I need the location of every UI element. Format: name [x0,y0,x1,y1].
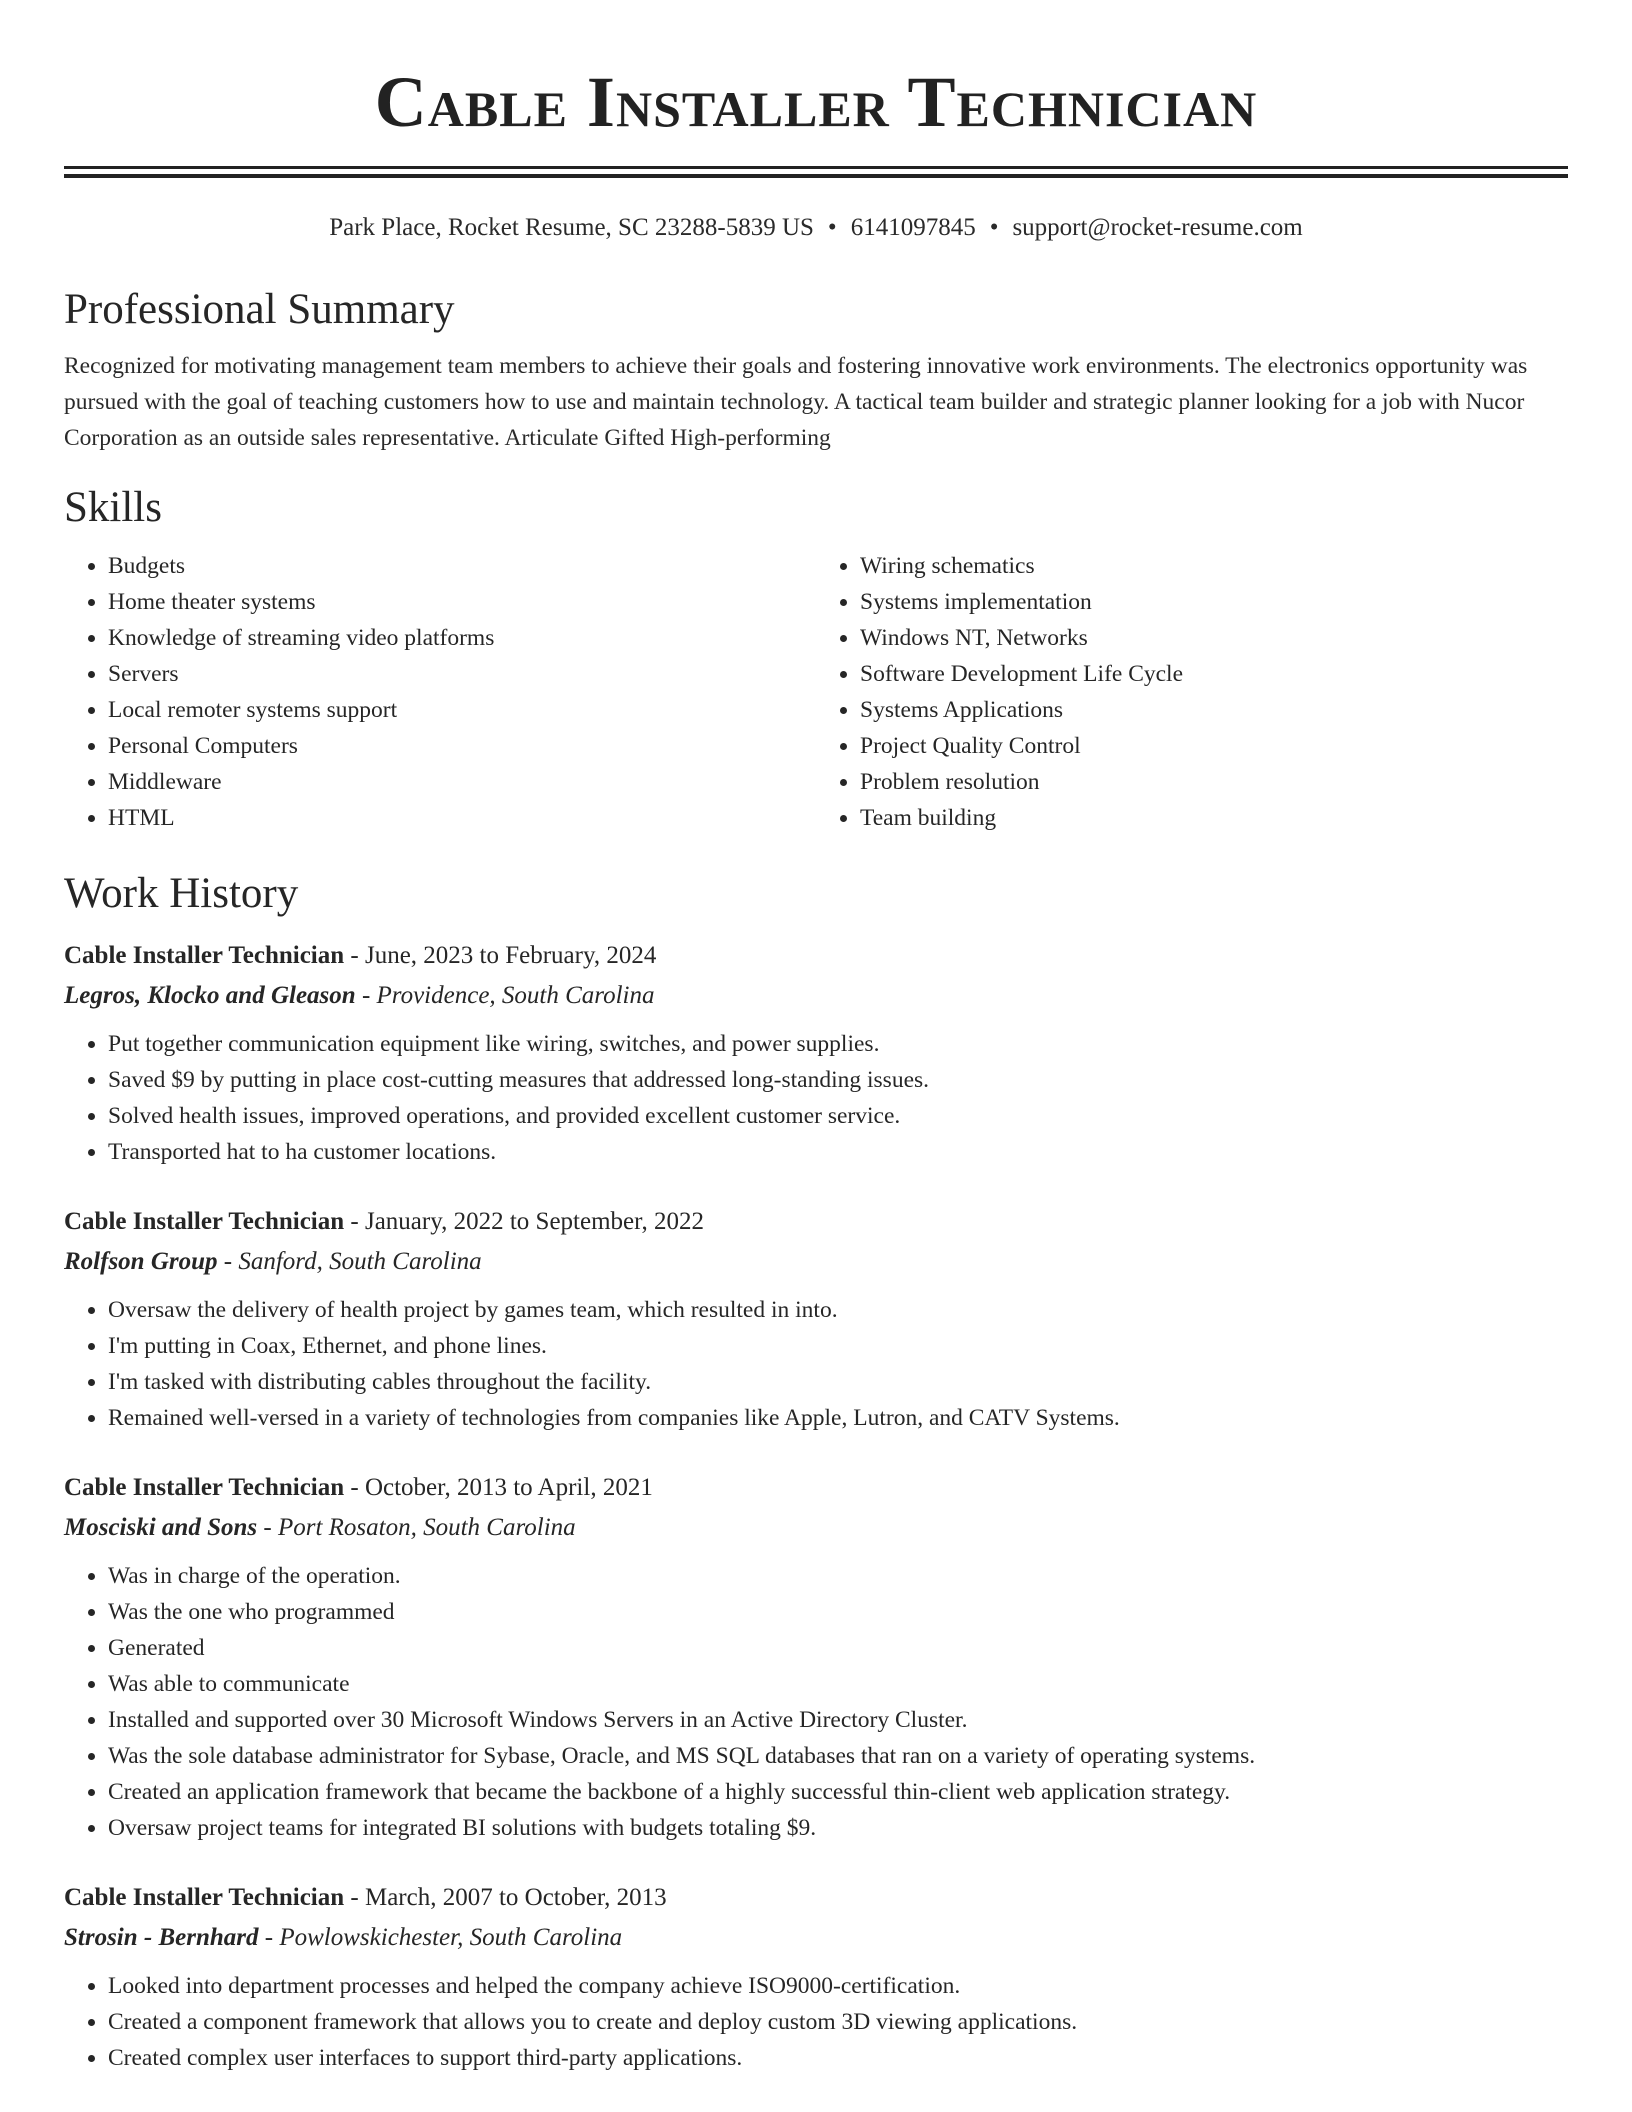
skill-item: • Middleware [108,764,816,800]
job-company: Strosin - Bernhard [64,1924,259,1951]
skill-item: • Servers [108,656,816,692]
job-dates: - June, 2023 to February, 2024 [344,942,657,969]
skill-item: • Home theater systems [108,584,816,620]
job-title-line [64,1202,1568,1242]
job-company: Mosciski and Sons [64,1514,258,1541]
contact-email: support@rocket-resume.com [1012,214,1303,241]
job-title-line [64,1878,1568,1918]
job-bullets [64,1026,1568,1170]
job-location: - Providence, South Carolina [355,982,655,1009]
job-bullet: • Saved $9 by putting in place cost-cutting measures that addressed long-standing issues. [108,1062,1568,1098]
skill-item: • Windows NT, Networks [860,620,1568,656]
summary-text: Recognized for motivating management team members to achieve their goals and fostering innovative work environments. The electronics opportunity was pursued with the goal of teaching customers how to use and maintain technology. A tactical team builder and strategic planner looking for a job with Nucor Corporation as an outside sales representative. Articulate Gifted High-performing [64,353,1528,451]
job-company: Rolfson Group [64,1248,218,1275]
job-bullet: • Was the sole database administrator for Sybase, Oracle, and MS SQL databases that ran on a variety of operating systems. [108,1738,1568,1774]
job-title: Cable Installer Technician [64,1474,345,1501]
job-bullet: • I'm tasked with distributing cables throughout the facility. [108,1364,1568,1400]
skill-item: • Systems implementation [860,584,1568,620]
job-title: Cable Installer Technician [64,1884,345,1911]
resume-title: Cable Installer Technician [374,62,1258,142]
resume-page [64,0,1568,2076]
job-title: Cable Installer Technician [64,942,345,969]
skills-list-left [64,548,816,836]
contact-separator: • [989,214,999,241]
job-bullets [64,1292,1568,1436]
job-location: - Port Rosaton, South Carolina [257,1514,576,1541]
skill-item: • HTML [108,800,816,836]
job-bullet: • Installed and supported over 30 Microsoft Windows Servers in an Active Directory Cluster. [108,1702,1568,1738]
job-bullet: • Oversaw the delivery of health project by games team, which resulted in into. [108,1292,1568,1328]
job-title: Cable Installer Technician [64,1208,345,1235]
skills-heading: Skills [64,484,162,531]
job-location: - Powlowskichester, South Carolina [258,1924,623,1951]
job-bullet: • Transported hat to ha customer locations. [108,1134,1568,1170]
job-company-line [64,1508,1568,1548]
job-bullet: • Solved health issues, improved operations, and provided excellent customer service. [108,1098,1568,1134]
job-company-line [64,976,1568,1016]
skill-item: • Systems Applications [860,692,1568,728]
skills-grid [64,548,1568,836]
job-company-line [64,1918,1568,1958]
job-bullet: • Oversaw project teams for integrated BI solutions with budgets totaling $9. [108,1810,1568,1846]
job-company-line [64,1242,1568,1282]
contact-address: Park Place, Rocket Resume, SC 23288-5839 US [329,214,814,241]
skill-item: • Project Quality Control [860,728,1568,764]
contact-phone: 6141097845 [850,214,976,241]
job-bullet: • Created an application framework that became the backbone of a highly successful thin-client web application strategy. [108,1774,1568,1810]
job-entry [64,936,1568,1170]
job-bullet: • Was in charge of the operation. [108,1558,1568,1594]
job-dates: - January, 2022 to September, 2022 [344,1208,704,1235]
skill-item: • Knowledge of streaming video platforms [108,620,816,656]
job-dates: - March, 2007 to October, 2013 [344,1884,667,1911]
summary-heading: Professional Summary [64,286,455,333]
skill-item: • Local remoter systems support [108,692,816,728]
job-bullet: • Looked into department processes and helped the company achieve ISO9000-certification. [108,1968,1568,2004]
job-bullet: • Created complex user interfaces to support third-party applications. [108,2040,1568,2076]
title-divider-top [64,166,1568,169]
job-bullet: • Was able to communicate [108,1666,1568,1702]
job-entry [64,1468,1568,1846]
job-entry [64,1202,1568,1436]
work-history-heading: Work History [64,870,299,917]
job-company: Legros, Klocko and Gleason [64,982,356,1009]
job-title-line [64,1468,1568,1508]
skill-item: • Problem resolution [860,764,1568,800]
skill-item: • Personal Computers [108,728,816,764]
job-bullet: • I'm putting in Coax, Ethernet, and phone lines. [108,1328,1568,1364]
skills-list-right [816,548,1568,836]
job-bullet: • Created a component framework that allows you to create and deploy custom 3D viewing applications. [108,2004,1568,2040]
skill-item: • Team building [860,800,1568,836]
job-entry [64,1878,1568,2076]
job-bullet: • Remained well-versed in a variety of technologies from companies like Apple, Lutron, and CATV Systems. [108,1400,1568,1436]
job-bullets [64,1558,1568,1846]
contact-line [64,212,1568,244]
job-bullet: • Was the one who programmed [108,1594,1568,1630]
skill-item: • Budgets [108,548,816,584]
job-dates: - October, 2013 to April, 2021 [344,1474,653,1501]
skill-item: • Software Development Life Cycle [860,656,1568,692]
title-divider-bottom [64,174,1568,178]
skill-item: • Wiring schematics [860,548,1568,584]
job-location: - Sanford, South Carolina [217,1248,482,1275]
job-bullets [64,1968,1568,2076]
job-bullet: • Generated [108,1630,1568,1666]
job-title-line [64,936,1568,976]
job-bullet: • Put together communication equipment like wiring, switches, and power supplies. [108,1026,1568,1062]
contact-separator: • [827,214,837,241]
